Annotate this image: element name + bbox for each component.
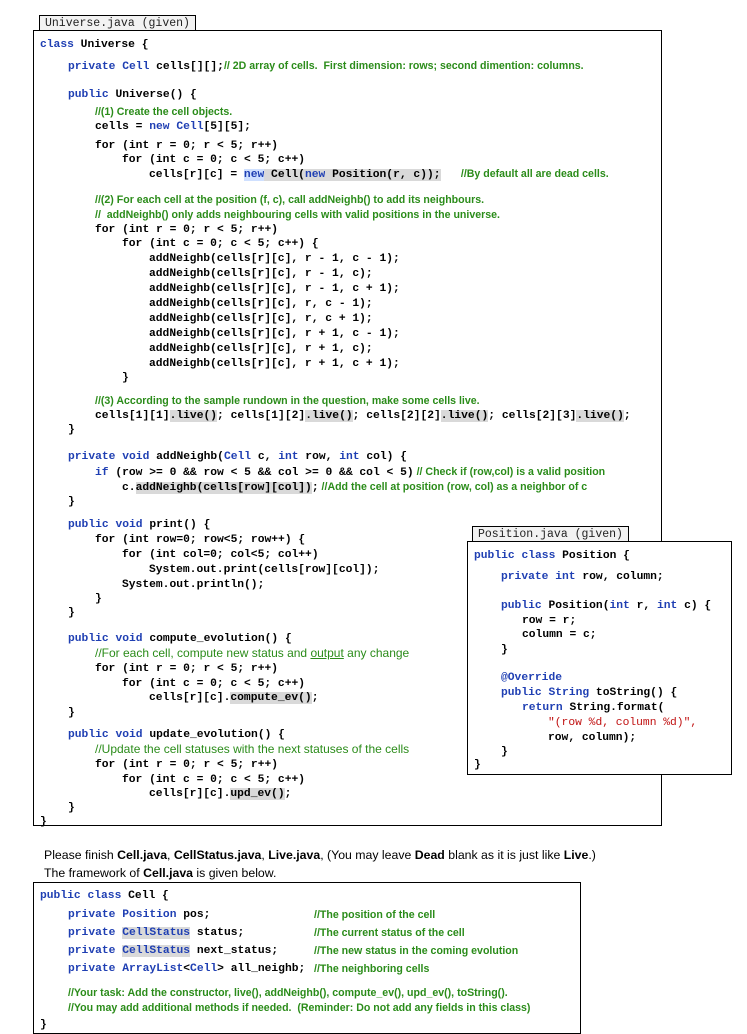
- neighbor-call-line: addNeighb(cells[r][c], r + 1, c - 1);: [149, 328, 400, 340]
- code-line: for (int row=0; row<5; row++) {: [95, 534, 306, 546]
- code-line: cells = new Cell[5][5];: [95, 121, 251, 133]
- position-file-tab: Position.java (given): [472, 526, 629, 541]
- code-line: public void update_evolution() {: [68, 729, 285, 741]
- code-comment: // addNeighb() only adds neighbouring cells with valid positions in the universe.: [95, 209, 500, 221]
- code-line: }: [122, 372, 129, 384]
- code-line: cells[r][c] = new Cell(new Position(r, c)); //By default all are dead cells.: [149, 168, 609, 181]
- neighbor-call-line: addNeighb(cells[r][c], r - 1, c);: [149, 268, 373, 280]
- code-comment: //(3) According to the sample rundown in the question, make some cells live.: [95, 395, 480, 407]
- code-line: column = c;: [522, 629, 597, 641]
- neighbor-call-line: addNeighb(cells[r][c], r - 1, c + 1);: [149, 283, 400, 295]
- code-line: for (int c = 0; c < 5; c++): [122, 678, 306, 690]
- code-comment: //The current status of the cell: [314, 927, 465, 939]
- code-line: }: [40, 816, 47, 828]
- code-line: System.out.println();: [122, 579, 265, 591]
- code-line: }: [501, 746, 508, 758]
- code-line: row = r;: [522, 615, 577, 627]
- code-line: }: [474, 759, 481, 771]
- field-all-neighb: private ArrayList<Cell> all_neighb;: [68, 963, 306, 975]
- neighbor-call-line: addNeighb(cells[r][c], r, c - 1);: [149, 298, 373, 310]
- neighbor-call-line: addNeighb(cells[r][c], r, c + 1);: [149, 313, 373, 325]
- code-line: for (int c = 0; c < 5; c++): [122, 154, 306, 166]
- cell-code-box: [33, 882, 581, 1034]
- code-line: return String.format(: [522, 702, 665, 714]
- code-line: private Cell cells[][];// 2D array of cells. First dimension: rows; second dimention: columns.: [68, 60, 584, 73]
- code-line: }: [68, 607, 75, 619]
- field-next-status: private CellStatus next_status;: [68, 945, 279, 957]
- universe-file-tab: Universe.java (given): [39, 15, 196, 30]
- code-line: for (int r = 0; r < 5; r++): [95, 663, 279, 675]
- code-line: private int row, column;: [501, 571, 664, 583]
- code-line: public void compute_evolution() {: [68, 633, 292, 645]
- neighbor-call-line: addNeighb(cells[r][c], r + 1, c);: [149, 343, 373, 355]
- position-code-box: [467, 541, 732, 775]
- task-comment: //You may add additional methods if needed. (Reminder: Do not add any fields in this class): [68, 1002, 531, 1014]
- code-line: public Universe() {: [68, 89, 197, 101]
- code-line: }: [68, 424, 75, 436]
- code-line: row, column);: [548, 732, 637, 744]
- code-line: public void print() {: [68, 519, 211, 531]
- code-line: }: [68, 707, 75, 719]
- code-line: cells[r][c].upd_ev();: [149, 788, 292, 800]
- code-line: if (row >= 0 && row < 5 && col >= 0 && col < 5) // Check if (row,col) is a valid position: [95, 466, 606, 479]
- instructions-text: Please finish Cell.java, CellStatus.java, Live.java, (You may leave Dead blank as it is just like Live.): [44, 848, 596, 862]
- neighbor-call-line: addNeighb(cells[r][c], r + 1, c + 1);: [149, 358, 400, 370]
- code-line: private void addNeighb(Cell c, int row, int col) {: [68, 451, 408, 463]
- field-status: private CellStatus status;: [68, 927, 245, 939]
- code-line: public Position(int r, int c) {: [501, 600, 712, 612]
- code-line: c.addNeighb(cells[row][col]); //Add the cell at position (row, col) as a neighbor of c: [122, 481, 588, 494]
- code-comment: //The new status in the coming evolution: [314, 945, 519, 957]
- code-line: for (int c = 0; c < 5; c++): [122, 774, 306, 786]
- code-comment: //The neighboring cells: [314, 963, 430, 975]
- code-line: }: [68, 496, 75, 508]
- code-comment: //(1) Create the cell objects.: [95, 106, 233, 118]
- code-line: System.out.print(cells[row][col]);: [149, 564, 380, 576]
- code-line: for (int c = 0; c < 5; c++) {: [122, 238, 319, 250]
- code-line: }: [501, 644, 508, 656]
- code-line: }: [95, 593, 102, 605]
- code-line: public class Cell {: [40, 890, 169, 902]
- code-comment: //(2) For each cell at the position (f, c), call addNeighb() to add its neighbours.: [95, 194, 485, 206]
- code-line: cells[r][c].compute_ev();: [149, 692, 319, 704]
- code-comment: //For each cell, compute new status and output any change: [95, 646, 410, 660]
- code-line: cells[1][1].live(); cells[1][2].live(); cells[2][2].live(); cells[2][3].live();: [95, 410, 631, 422]
- code-line: class Universe {: [40, 39, 149, 51]
- code-line: for (int r = 0; r < 5; r++): [95, 759, 279, 771]
- annotation: @Override: [501, 672, 563, 684]
- field-pos: private Position pos;: [68, 909, 211, 921]
- neighbor-call-line: addNeighb(cells[r][c], r - 1, c - 1);: [149, 253, 400, 265]
- code-line: for (int r = 0; r < 5; r++): [95, 140, 279, 152]
- code-line: }: [68, 802, 75, 814]
- code-comment: //The position of the cell: [314, 909, 436, 921]
- code-line: public String toString() {: [501, 687, 678, 699]
- code-line: }: [40, 1019, 47, 1031]
- code-string: "(row %d, column %d)",: [548, 717, 698, 729]
- code-line: for (int col=0; col<5; col++): [122, 549, 319, 561]
- code-line: for (int r = 0; r < 5; r++): [95, 224, 279, 236]
- code-line: public class Position {: [474, 550, 630, 562]
- code-comment: //Update the cell statuses with the next statuses of the cells: [95, 742, 410, 756]
- task-comment: //Your task: Add the constructor, live(), addNeighb(), compute_ev(), upd_ev(), toString().: [68, 987, 508, 999]
- framework-text: The framework of Cell.java is given below.: [44, 866, 277, 880]
